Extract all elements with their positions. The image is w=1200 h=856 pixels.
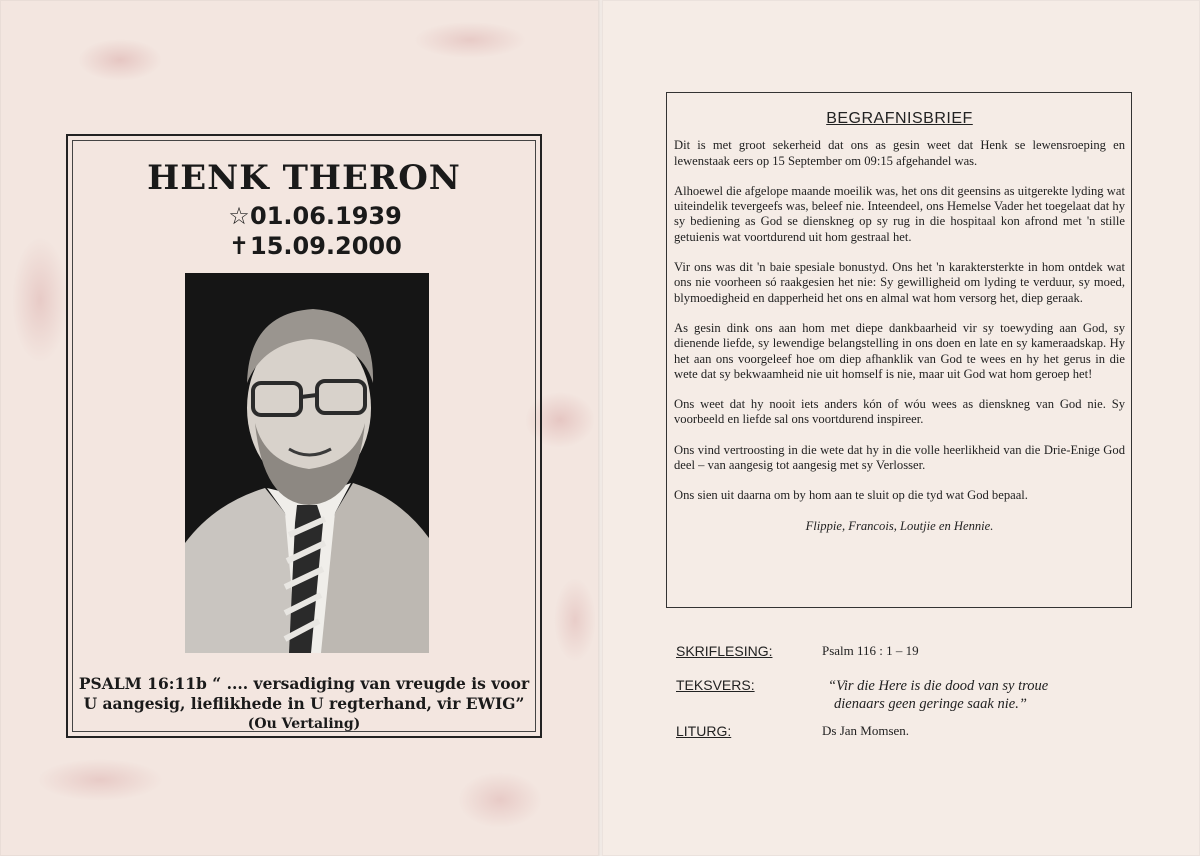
scripture-reading-value: Psalm 116 : 1 – 19 [822,643,919,658]
portrait-photo [185,273,429,653]
liturgist-value: Ds Jan Momsen. [822,723,910,738]
funeral-letter [666,92,1132,608]
text-verse-value [828,677,1048,713]
psalm-verse [72,674,536,734]
letter-paragraph: Ons vind vertroosting in die wete dat hy in die volle heerlikheid van die Drie-Enige God deel – van aangesig tot aangesig met sy Verlosser. [674,442,1125,473]
letter-paragraph: Ons sien uit daarna om by hom aan te sluit op die tyd wat God bepaal. [674,488,1028,503]
letter-title: BEGRAFNISBRIEF [826,110,973,127]
memorial-frame [66,134,542,738]
deceased-name: HENK THERON [147,158,461,198]
letter-paragraph: Vir ons was dit 'n baie spesiale bonustyd. Ons het 'n karaktersterkte in hom ontdek wat ons nie voorheen só raakgesien het nie: Sy gewilligheid om lyding te verduur, sy moed, blymoedigheid en dapperheid het ons en almal wat hom versorg het, diep geraak. [674,260,1125,305]
letter-signoff: Flippie, Francois, Loutjie en Hennie. [805,518,994,533]
text-verse-label: TEKSVERS: [676,677,755,693]
liturgist-label: LITURG: [676,723,732,739]
psalm-version: (Ou Vertaling) [247,716,361,732]
star-icon: ☆ [228,202,250,230]
birth-date: 01.06.1939 [250,202,402,230]
cross-icon: ✝ [228,232,250,260]
letter-paragraph: Ons weet dat hy nooit iets anders kón of wóu wees as dienskneg van God nie. Sy voorbeeld en liefde sal ons voortdurend inspireer. [674,397,1125,427]
text-verse-line-1: “Vir die Here is die dood van sy troue [828,678,1049,694]
psalm-line-2: U aangesig, lieflikhede in U regterhand, vir EWIG” [83,694,525,713]
scripture-reading-label: SKRIFLESING: [676,643,773,659]
letter-paragraph: As gesin dink ons aan hom met diepe dankbaarheid vir sy toewyding aan God, sy dienende liefde, sy lewendige belangstelling in ons doen en late en sy kameraadskap. Hy het aan ons voorgeleef hoe om diep afhanklik van God te wees en hy het gerus in die wete dat sy bekwaamheid nie uit homself is nie, maar uit God wat hom geroep het! [674,320,1125,381]
letter-paragraph: Alhoewel die afgelope maande moeilik was, het ons dit geensins as uitgerekte lyding wat uiteindelik tevergeefs was, beleef nie. Inteendeel, ons Hemelse Vader het toegelaat dat hy sy bediening as God se dienskneg op sy rug in die hospitaal kon afrond met 'n stille getuienis wat voortdurend uit hom gestraal het. [674,183,1125,244]
death-date: 15.09.2000 [250,232,402,260]
psalm-line-1: PSALM 16:11b “ .... versadiging van vreugde is voor [78,674,530,693]
letter-paragraph: Dit is met groot sekerheid dat ons as gesin weet dat Henk se lewensroeping en lewenstaak eers op 15 September om 09:15 afgehandel was. [674,138,1125,168]
death-date-line [228,232,402,260]
text-verse-line-2: dienaars geen geringe saak nie.” [834,696,1027,712]
birth-date-line [228,202,402,230]
